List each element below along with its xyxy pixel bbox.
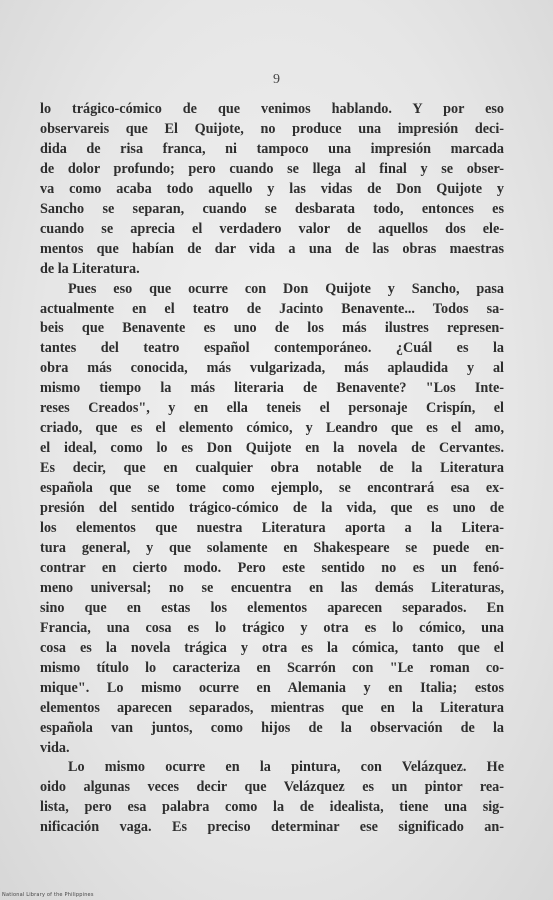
text-line: meno universal; no se encuentra en las demás Literaturas, [40, 579, 504, 596]
text-line: de dolor profundo; pero cuando se llega al final y se obser- [40, 160, 504, 177]
text-line: obra más conocida, más vulgarizada, más aplaudida y al [40, 360, 504, 377]
paragraph-3 [40, 758, 504, 838]
text-line: cuando se aprecia el verdadero valor de aquellos dos ele- [40, 220, 504, 237]
text-line: presión del sentido trágico-cómico de la vida, que es uno de [40, 500, 504, 517]
text-line: vida. [40, 739, 70, 756]
page-number: 9 [273, 72, 280, 87]
text-line: contrar en cierto modo. Pero este sentido no es un fenó- [40, 559, 504, 576]
text-line: Francia, una cosa es lo trágico y otra es lo cómico, una [40, 619, 504, 636]
text-line: nificación vaga. Es preciso determinar ese significado an- [40, 819, 504, 836]
text-line: mismo tiempo la más literaria de Benavente? "Los Inte- [40, 380, 504, 397]
text-line: tantes del teatro español contemporáneo. ¿Cuál es la [40, 340, 504, 357]
text-line: mique". Lo mismo ocurre en Alemania y en Italia; estos [40, 679, 504, 696]
text-line: de la Literatura. [40, 260, 140, 277]
text-line: Lo mismo ocurre en la pintura, con Velázquez. He [68, 759, 504, 776]
text-line: Es decir, que en cualquier obra notable de la Literatura [40, 460, 504, 477]
text-line: va como acaba todo aquello y las vidas de Don Quijote y [40, 180, 504, 197]
text-line: mismo título lo caracteriza en Scarrón con "Le roman co- [40, 659, 504, 676]
text-line: Pues eso que ocurre con Don Quijote y Sancho, pasa [68, 280, 504, 297]
text-line: reses Creados", y en ella teneis el personaje Crispín, el [40, 400, 504, 417]
text-line: actualmente en el teatro de Jacinto Benavente... Todos sa- [40, 300, 504, 317]
text-line: española van juntos, como hijos de la observación de la [40, 719, 504, 736]
text-line: observareis que El Quijote, no produce una impresión deci- [40, 120, 504, 137]
text-line: los elementos que nuestra Literatura aporta a la Litera- [40, 520, 504, 537]
text-line: lista, pero esa palabra como la de idealista, tiene una sig- [40, 799, 504, 816]
text-line: beis que Benavente es uno de los más ilustres represen- [40, 320, 504, 337]
text-line: criado, que es el elemento cómico, y Leandro que es el amo, [40, 420, 504, 437]
text-line: sino que en estas los elementos aparecen separados. En [40, 599, 504, 616]
paragraph-1 [40, 100, 504, 280]
text-line: cosa es la novela trágica y otra es la cómica, tanto que el [40, 639, 504, 656]
scan-footer: National Library of the Philippines [2, 892, 94, 898]
text-line: Sancho se separan, cuando se desbarata todo, entonces es [40, 200, 504, 217]
paragraph-2 [40, 280, 504, 759]
text-line: dida de risa franca, ni tampoco una impresión marcada [40, 140, 504, 157]
text-line: mentos que habían de dar vida a una de las obras maestras [40, 240, 504, 257]
text-line: lo trágico-cómico de que venimos hablando. Y por eso [40, 101, 504, 117]
text-line: española que se tome como ejemplo, se encontrará esa ex- [40, 480, 504, 497]
text-line: el ideal, como lo es Don Quijote en la novela de Cervantes. [40, 440, 504, 457]
text-line: oido algunas veces decir que Velázquez es un pintor rea- [40, 779, 504, 796]
text-line: tura general, y que solamente en Shakespeare se puede en- [40, 539, 504, 556]
body-text [40, 100, 504, 838]
text-line: elementos aparecen separados, mientras que en la Literatura [40, 699, 504, 716]
